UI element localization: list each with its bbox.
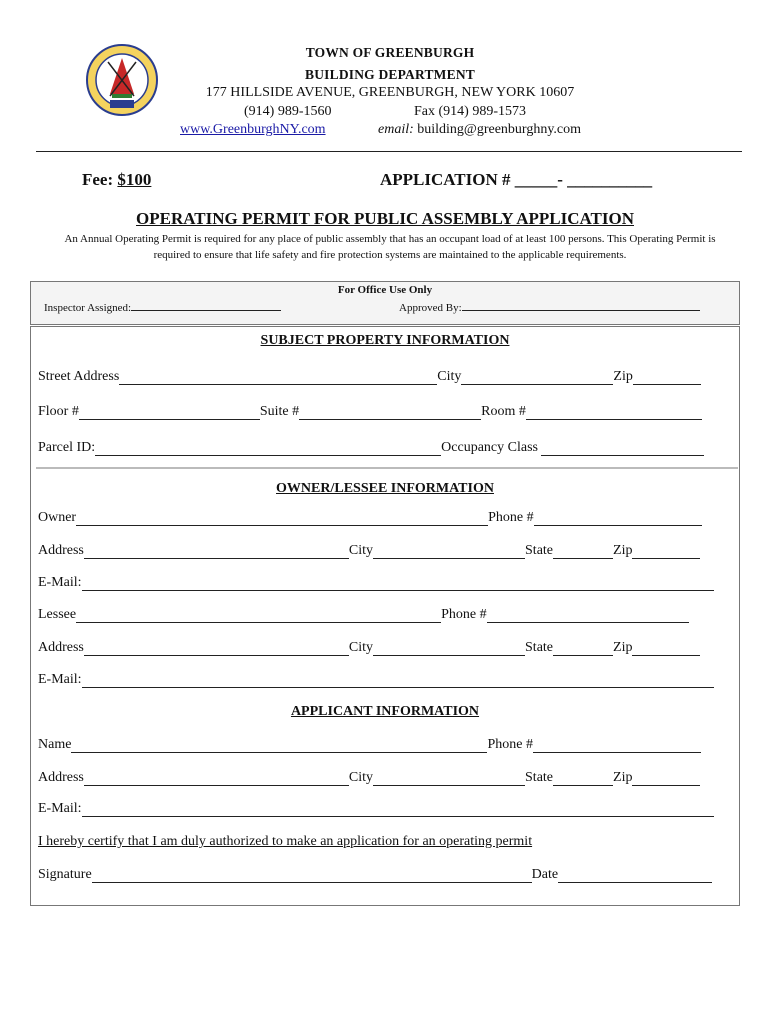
application-number-field-2[interactable]: __________ — [567, 170, 653, 189]
form-title: OPERATING PERMIT FOR PUBLIC ASSEMBLY APPLICATION — [136, 209, 634, 228]
section-owner-lessee: OWNER/LESSEE INFORMATION — [276, 481, 494, 496]
lessee-city-field[interactable] — [373, 642, 525, 656]
section-divider — [36, 467, 738, 469]
approved-by: Approved By: — [399, 300, 700, 314]
office-use-title: For Office Use Only — [337, 284, 433, 296]
street-address-row: Street Address City Zip — [38, 369, 701, 385]
department-name: BUILDING DEPARTMENT — [305, 67, 475, 82]
inspector-field[interactable] — [131, 300, 281, 311]
occupancy-class-field[interactable] — [541, 442, 704, 456]
fee: Fee: $100 — [82, 170, 152, 189]
fee-amount: $100 — [117, 170, 152, 189]
org-email[interactable]: building@greenburghny.com — [417, 122, 582, 137]
signature-field[interactable] — [92, 869, 532, 883]
city-field[interactable] — [461, 371, 613, 385]
org-phone: (914) 989-1560 — [244, 104, 332, 119]
applicant-name-field[interactable] — [71, 739, 487, 753]
street-address-field[interactable] — [119, 371, 437, 385]
applicant-email-field[interactable] — [82, 803, 714, 817]
lessee-email-field[interactable] — [82, 674, 714, 688]
lessee-field[interactable] — [76, 609, 441, 623]
application-number-field[interactable]: _____ — [514, 170, 558, 189]
signature-row: Signature Date — [38, 867, 712, 883]
lessee-phone-field[interactable] — [487, 609, 689, 623]
owner-email-row: E-Mail: — [38, 575, 714, 591]
certification-statement: I hereby certify that I am duly authorized to make an application for an operating permit — [38, 834, 533, 849]
owner-field[interactable] — [76, 512, 488, 526]
website-link[interactable]: www.GreenburghNY.com — [180, 122, 326, 137]
office-use-box — [30, 281, 740, 325]
lessee-row: Lessee Phone # — [38, 607, 689, 623]
lessee-email-row: E-Mail: — [38, 672, 714, 688]
header-divider — [36, 151, 742, 152]
applicant-address-row: Address City State Zip — [38, 770, 700, 786]
email-label: email: — [378, 122, 414, 137]
inspector-assigned: Inspector Assigned: — [44, 300, 281, 314]
date-field[interactable] — [558, 869, 712, 883]
applicant-phone-field[interactable] — [533, 739, 701, 753]
applicant-email-row: E-Mail: — [38, 801, 714, 817]
owner-row: Owner Phone # — [38, 510, 702, 526]
owner-address-field[interactable] — [84, 545, 349, 559]
floor-row: Floor # Suite # Room # — [38, 404, 702, 420]
applicant-city-field[interactable] — [373, 772, 525, 786]
room-field[interactable] — [526, 406, 702, 420]
form-intro: An Annual Operating Permit is required for any place of public assembly that has an occupant load of at least 100 persons. This Operating Permit is required to ensure that life safety and fire protection systems are maintained to the applicable requirements. — [64, 233, 716, 261]
section-applicant: APPLICANT INFORMATION — [290, 704, 480, 719]
parcel-id-field[interactable] — [95, 442, 441, 456]
lessee-address-field[interactable] — [84, 642, 349, 656]
owner-address-row: Address City State Zip — [38, 543, 700, 559]
lessee-address-row: Address City State Zip — [38, 640, 700, 656]
applicant-zip-field[interactable] — [632, 772, 700, 786]
org-address: 177 HILLSIDE AVENUE, GREENBURGH, NEW YORK 10607 — [205, 85, 575, 100]
zip-field[interactable] — [633, 371, 701, 385]
application-number: APPLICATION # _____- __________ — [380, 170, 653, 189]
floor-field[interactable] — [79, 406, 260, 420]
applicant-name-row: Name Phone # — [38, 737, 701, 753]
applicant-address-field[interactable] — [84, 772, 349, 786]
lessee-zip-field[interactable] — [632, 642, 700, 656]
owner-email-field[interactable] — [82, 577, 714, 591]
owner-phone-field[interactable] — [534, 512, 702, 526]
approved-by-field[interactable] — [462, 300, 700, 311]
owner-city-field[interactable] — [373, 545, 525, 559]
owner-state-field[interactable] — [553, 545, 613, 559]
parcel-row: Parcel ID: Occupancy Class — [38, 440, 704, 456]
applicant-state-field[interactable] — [553, 772, 613, 786]
org-name: TOWN OF GREENBURGH — [305, 45, 475, 60]
org-fax: Fax (914) 989-1573 — [414, 104, 526, 119]
lessee-state-field[interactable] — [553, 642, 613, 656]
suite-field[interactable] — [299, 406, 481, 420]
owner-zip-field[interactable] — [632, 545, 700, 559]
section-subject-property: SUBJECT PROPERTY INFORMATION — [260, 333, 510, 348]
